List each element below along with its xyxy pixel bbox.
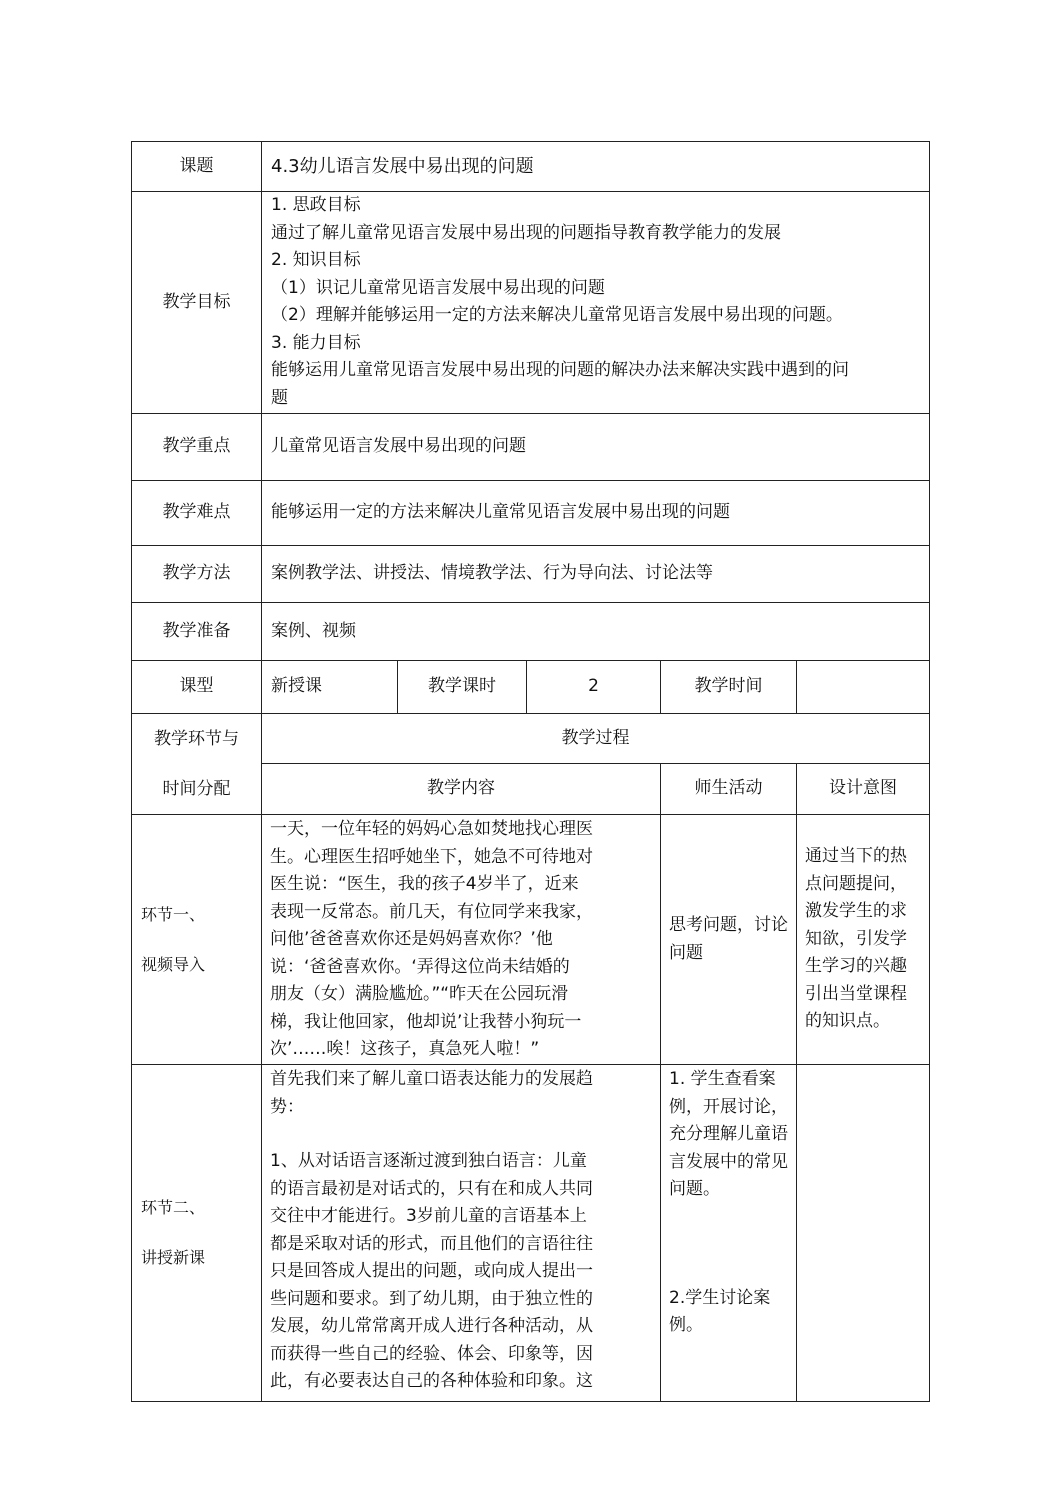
stage-content	[262, 815, 661, 1065]
methods-value: 案例教学法、讲授法、情境教学法、行为导向法、讨论法等	[262, 546, 930, 603]
hours-label: 教学课时	[398, 661, 527, 714]
content-line: 朋友（女）满脸尴尬。”“昨天在公园玩滑	[270, 984, 569, 1004]
activity-line: 例。	[669, 1315, 703, 1335]
content-line: 梯，我让他回家，他却说’让我替小狗玩一	[270, 1011, 582, 1032]
intent-line: 生学习的兴趣	[805, 956, 907, 977]
content-line: 此，有必要表达自己的各种体验和印象。这	[270, 1371, 593, 1391]
intent-line: 引出当堂课程	[805, 983, 907, 1004]
content-spacer	[270, 1121, 652, 1148]
intent-line: 知欲，引发学	[805, 928, 907, 949]
preparation-row	[132, 603, 930, 661]
key-points-label: 教学重点	[132, 414, 262, 481]
process-header-row	[132, 714, 930, 764]
topic-label: 课题	[132, 142, 262, 192]
objectives-cell	[262, 192, 930, 414]
activity-spacer	[669, 1231, 788, 1258]
intent-line: 激发学生的求	[805, 901, 907, 922]
key-points-row	[132, 414, 930, 481]
content-line: 而获得一些自己的经验、体会、印象等，因	[270, 1343, 593, 1364]
col-content-header: 教学内容	[262, 764, 661, 815]
stage-intent	[797, 815, 930, 1065]
activity-line: 问题。	[669, 1179, 720, 1199]
stage-name	[132, 1065, 262, 1402]
activity-line: 1. 学生查看案	[669, 1069, 776, 1089]
difficulties-row	[132, 481, 930, 546]
key-points-value: 儿童常见语言发展中易出现的问题	[262, 414, 930, 481]
content-line: 医生说：“医生，我的孩子4岁半了，近来	[270, 874, 579, 894]
activity-line: 例，开展讨论，	[669, 1096, 788, 1117]
activity-line: 言发展中的常见	[669, 1151, 788, 1172]
content-line: 都是采取对话的形式，而且他们的言语往往	[270, 1233, 593, 1254]
preparation-value: 案例、视频	[262, 603, 930, 661]
col-activity-header: 师生活动	[661, 764, 797, 815]
objective-line: 题	[271, 387, 288, 408]
hours-value: 2	[527, 661, 661, 714]
objectives-row	[132, 192, 930, 414]
activity-line: 问题	[669, 942, 703, 963]
topic-value: 4.3幼儿语言发展中易出现的问题	[262, 142, 930, 192]
content-line: 些问题和要求。到了幼儿期，由于独立性的	[270, 1288, 593, 1309]
content-line: 只是回答成人提出的问题，或向成人提出一	[270, 1261, 593, 1281]
content-line: 的语言最初是对话式的，只有在和成人共同	[270, 1178, 593, 1199]
stage-activity	[661, 815, 797, 1065]
content-line: 说：‘爸爸喜欢你。‘弄得这位尚未结婚的	[270, 956, 570, 977]
lesson-type-row	[132, 661, 930, 714]
stage-name-line: 环节一、	[141, 904, 206, 924]
intent-line: 通过当下的热	[805, 846, 907, 867]
stage-content	[262, 1065, 661, 1402]
stage-name-line: 视频导入	[141, 954, 206, 974]
methods-row	[132, 546, 930, 603]
stage-header-label	[132, 714, 262, 815]
content-line: 发展，幼儿常常离开成人进行各种活动，从	[270, 1316, 593, 1336]
stage-activity	[661, 1065, 797, 1402]
stage-row	[132, 1065, 930, 1402]
objectives-label: 教学目标	[132, 192, 262, 414]
difficulties-value: 能够运用一定的方法来解决儿童常见语言发展中易出现的问题	[262, 481, 930, 546]
content-line: 势：	[270, 1096, 304, 1117]
difficulties-label: 教学难点	[132, 481, 262, 546]
intent-line: 的知识点。	[805, 1011, 890, 1032]
stage-name-line: 环节二、	[141, 1198, 206, 1217]
intent-line: 点问题提问，	[805, 873, 907, 894]
content-line: 问他’爸爸喜欢你还是妈妈喜欢你？’他	[270, 929, 553, 949]
stage-name	[132, 815, 262, 1065]
objective-line: 能够运用儿童常见语言发展中易出现的问题的解决办法来解决实践中遇到的问	[271, 360, 849, 380]
objective-line: 3. 能力目标	[271, 332, 361, 353]
objective-line: （1）识记儿童常见语言发展中易出现的问题	[271, 277, 605, 298]
topic-row	[132, 142, 930, 192]
preparation-label: 教学准备	[132, 603, 262, 661]
col-intent-header: 设计意图	[797, 764, 930, 815]
stage-intent	[797, 1065, 930, 1402]
lesson-type-value: 新授课	[262, 661, 398, 714]
activity-spacer	[669, 1204, 788, 1231]
time-value	[797, 661, 930, 714]
objective-line: 1. 思政目标	[271, 195, 361, 215]
stage-row	[132, 815, 930, 1065]
lesson-type-label: 课型	[132, 661, 262, 714]
content-line: 1、从对话语言逐渐过渡到独白语言：儿童	[270, 1151, 587, 1171]
activity-line: 充分理解儿童语	[669, 1124, 788, 1144]
objective-line: 2. 知识目标	[271, 250, 361, 270]
content-line: 交往中才能进行。3岁前儿童的言语基本上	[270, 1206, 587, 1226]
time-label: 教学时间	[661, 661, 797, 714]
stage-name-line: 讲授新课	[141, 1248, 206, 1267]
objective-line: 通过了解儿童常见语言发展中易出现的问题指导教育教学能力的发展	[271, 222, 781, 243]
content-line: 一天，一位年轻的妈妈心急如焚地找心理医	[270, 819, 593, 839]
process-header: 教学过程	[262, 714, 930, 764]
content-line: 次’……唉！这孩子，真急死人啦！”	[270, 1039, 540, 1059]
content-line: 首先我们来了解儿童口语表达能力的发展趋	[270, 1069, 593, 1089]
lesson-plan-table	[131, 141, 930, 1402]
objective-line: （2）理解并能够运用一定的方法来解决儿童常见语言发展中易出现的问题。	[271, 305, 843, 325]
activity-line: 思考问题，讨论	[669, 915, 788, 935]
activity-spacer	[669, 1258, 788, 1285]
activity-line: 2.学生讨论案	[669, 1287, 771, 1308]
stage-header-line: 教学环节与	[154, 729, 239, 749]
stage-header-line: 时间分配	[162, 779, 231, 799]
content-line: 表现一反常态。前几天，有位同学来我家，	[270, 901, 593, 922]
methods-label: 教学方法	[132, 546, 262, 603]
content-line: 生。心理医生招呼她坐下，她急不可待地对	[270, 846, 593, 867]
